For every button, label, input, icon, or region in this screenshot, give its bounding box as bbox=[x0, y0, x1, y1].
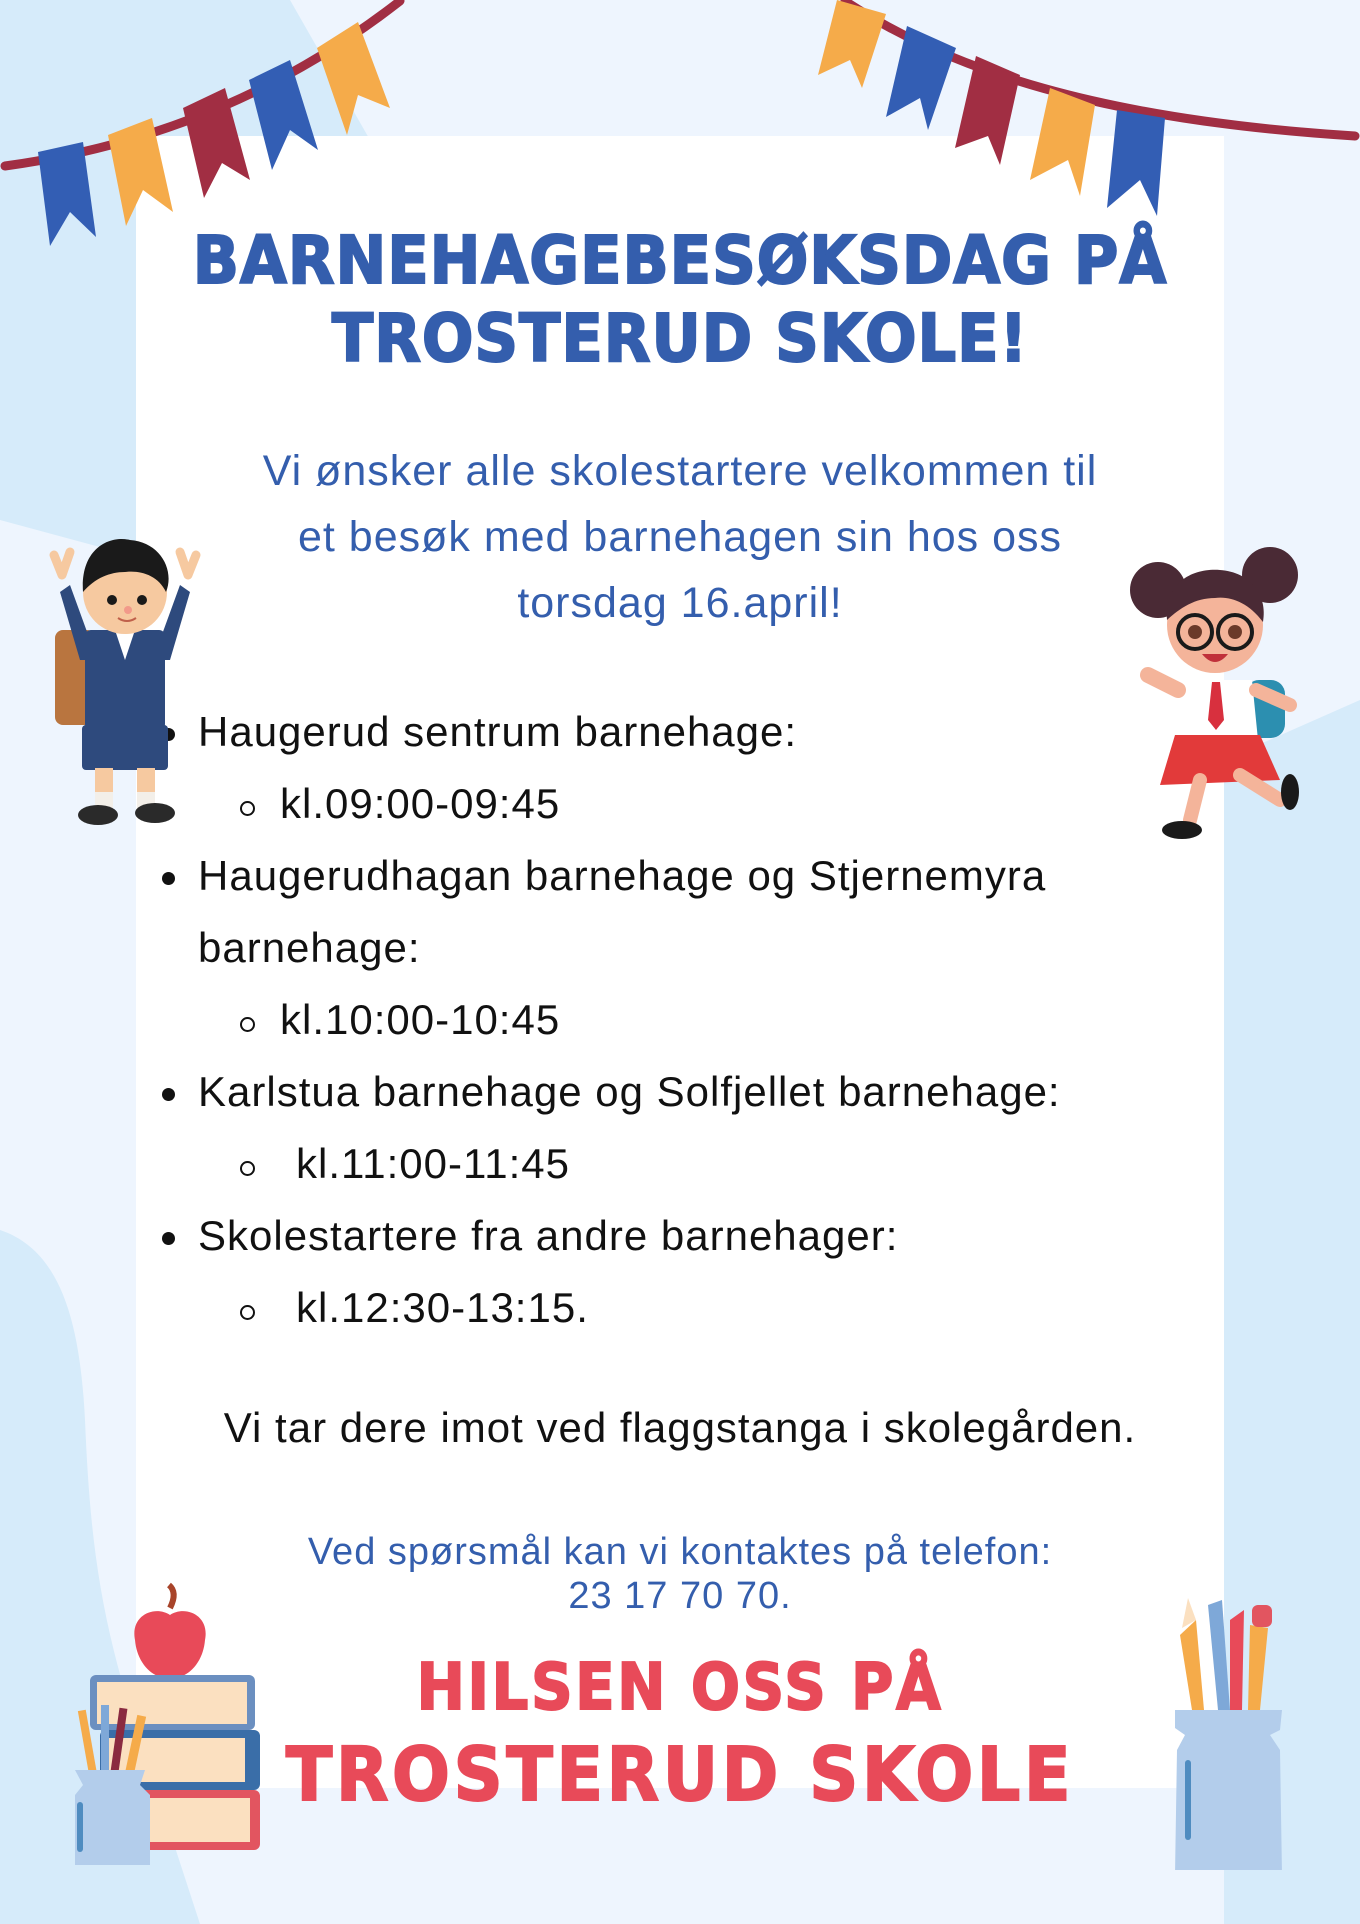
time-text: kl.12:30-13:15. bbox=[296, 1284, 589, 1331]
contact-line: Ved spørsmål kan vi kontaktes på telefon: bbox=[307, 1531, 1053, 1573]
schedule-group-continued bbox=[150, 912, 1250, 984]
schedule-time bbox=[150, 1128, 1250, 1200]
title-line-2: TROSTERUD SKOLE! bbox=[331, 300, 1029, 377]
phone-number: 23 17 70 70. bbox=[568, 1575, 792, 1617]
time-text: kl.09:00-09:45 bbox=[280, 780, 561, 827]
title-line-1: BARNEHAGEBESØKSDAG PÅ bbox=[192, 222, 1168, 299]
signoff bbox=[230, 1646, 1130, 1820]
contact-info bbox=[136, 1530, 1224, 1618]
meeting-point-text: Vi tar dere imot ved flaggstanga i skolegården. bbox=[223, 1404, 1137, 1451]
schedule-group: Haugerud sentrum barnehage: bbox=[198, 708, 798, 755]
books-apple-icon bbox=[35, 1580, 260, 1865]
intro-line-1: Vi ønsker alle skolestartere velkommen til bbox=[262, 447, 1098, 495]
signoff-line-2: TROSTERUD SKOLE bbox=[285, 1732, 1075, 1818]
schedule-time bbox=[150, 768, 1250, 840]
schoolgirl-icon bbox=[1120, 530, 1320, 850]
schedule-time bbox=[150, 984, 1250, 1056]
page-title bbox=[180, 222, 1181, 378]
schedule-item bbox=[150, 840, 1250, 912]
schedule-item bbox=[150, 1056, 1250, 1128]
pencil-cup-icon bbox=[1160, 1580, 1300, 1870]
bunting-flags-icon bbox=[0, 0, 1360, 260]
time-text: kl.10:00-10:45 bbox=[280, 996, 561, 1043]
intro-line-2: et besøk med barnehagen sin hos oss bbox=[297, 513, 1063, 561]
schoolboy-icon bbox=[40, 530, 210, 830]
schedule-time bbox=[150, 1272, 1250, 1344]
schedule-group: Karlstua barnehage og Solfjellet barnehage: bbox=[198, 1068, 1061, 1115]
schedule-group: barnehage: bbox=[198, 924, 421, 971]
schedule-group: Haugerudhagan barnehage og Stjernemyra bbox=[198, 852, 1047, 899]
schedule-item bbox=[150, 1200, 1250, 1272]
schedule-list bbox=[150, 696, 1250, 1344]
signoff-line-1: HILSEN OSS PÅ bbox=[416, 1651, 944, 1725]
intro-line-3: torsdag 16.april! bbox=[517, 579, 843, 627]
time-text: kl.11:00-11:45 bbox=[296, 1140, 570, 1187]
schedule-group: Skolestartere fra andre barnehager: bbox=[198, 1212, 899, 1259]
schedule-item bbox=[150, 696, 1250, 768]
intro-text bbox=[136, 438, 1224, 636]
